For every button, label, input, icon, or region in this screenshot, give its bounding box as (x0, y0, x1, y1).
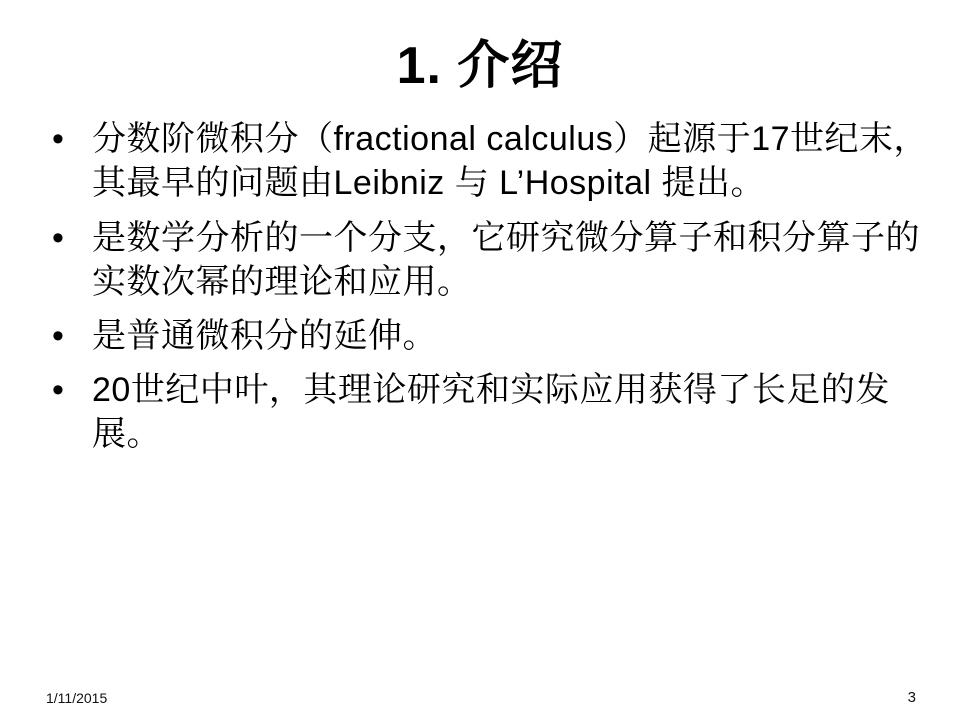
list-item (34, 314, 930, 358)
bullet-icon: • (52, 120, 65, 159)
list-item-text: 分数阶微积分（fractional calculus）起源于17世纪末，其最早的问题由Leibniz 与 L’Hospital 提出。 (92, 120, 929, 203)
bullet-list (34, 117, 930, 456)
list-item (34, 368, 930, 456)
page-title: 1. 介绍 (396, 37, 564, 95)
bullet-icon: • (52, 371, 65, 410)
bullet-icon: • (52, 218, 65, 257)
list-item-text: 是普通微积分的延伸。 (92, 316, 437, 355)
list-item-text: 是数学分析的一个分支，它研究微分算子和积分算子的实数次幂的理论和应用。 (92, 218, 920, 301)
bullet-icon: • (52, 316, 65, 355)
list-item (34, 117, 930, 205)
slide-body (34, 117, 930, 456)
list-item (34, 216, 930, 304)
slide-footer (0, 682, 960, 706)
footer-date: 1/11/2015 (46, 690, 108, 706)
list-item-text: 20世纪中叶，其理论研究和实际应用获得了长足的发展。 (92, 371, 890, 454)
page-number: 3 (907, 689, 916, 706)
